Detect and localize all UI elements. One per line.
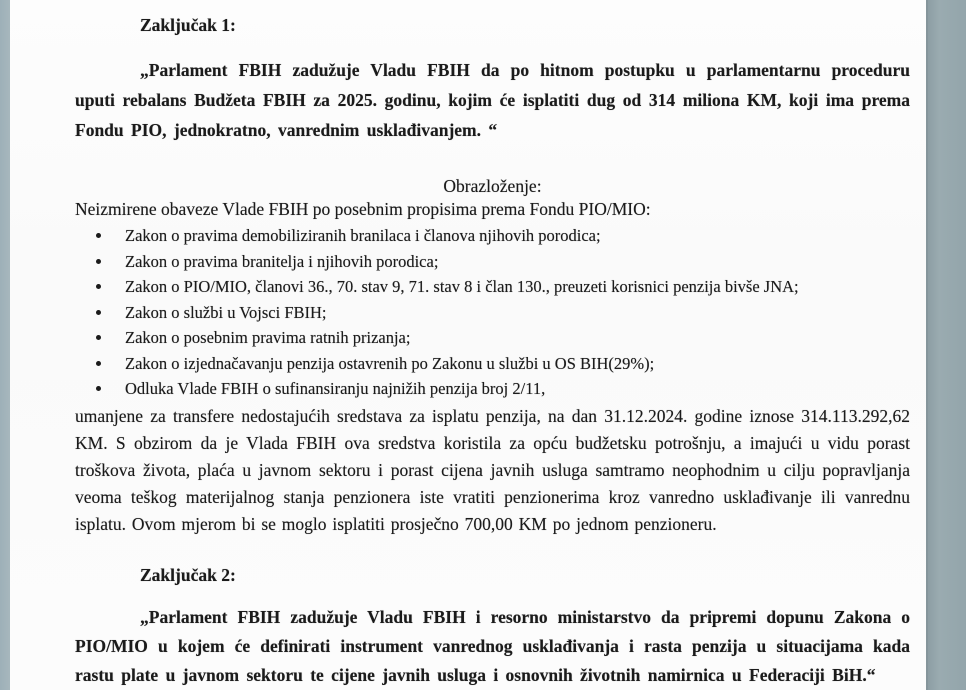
- list-item: • Zakon o službi u Vojsci FBIH;: [113, 300, 910, 326]
- explanation-paragraph: umanjene za transfere nedostajućih sredstava za isplatu penzija, na dan 31.12.2024. godine iznose 314.113.292,62 KM. S obzirom da je Vlada FBIH ova sredstva koristila za opću budžetsku potrošnju, a imajući u vidu porast troškova života, plaća u javnom sektoru i porast cijena javnih usluga samtramo neophodnim u cilju popravljanja veoma teškog materijalnog stanja penzionera iste vratiti penzionerima kroz vanredno usklađivanje ili vanrednu isplatu. Ovom mjerom bi se moglo isplatiti prosječno 700,00 KM po jednom penzioneru.: [75, 405, 910, 534]
- conclusion-2-paragraph: „Parlament FBIH zadužuje Vladu FBIH i resorno ministarstvo da pripremi dopunu Zakona o PIO/MIO u kojem će definirati instrument vanrednog usklađivanja i rasta penzija u situacijama kada rastu plate u javnom sektoru te cijene javnih usluga i osnovnih životnih namirnica u Federaciji BiH.“: [75, 606, 910, 685]
- list-item: • Zakon o pravima demobiliziranih branilaca i članova njihovih porodica;: [113, 223, 910, 249]
- list-item: • Odluka Vlade FBIH o sufinansiranju najnižih penzija broj 2/11,: [113, 376, 910, 402]
- list-item: • Zakon o posebnim pravima ratnih prizanja;: [113, 325, 910, 351]
- list-item: • Zakon o pravima branitelja i njihovih porodica;: [113, 249, 910, 275]
- list-item: • Zakon o PIO/MIO, članovi 36., 70. stav 9, 71. stav 8 i član 130., preuzeti korisnici penzija bivše JNA;: [113, 274, 910, 300]
- explanation-heading: Obrazloženje:: [443, 176, 542, 196]
- scan-edge-left: [0, 0, 10, 690]
- law-bullet-list: [75, 223, 910, 402]
- conclusion-1-paragraph: „Parlament FBIH zadužuje Vladu FBIH da po hitnom postupku u parlamentarnu proceduru uputi rebalans Budžeta FBIH za 2025. godinu, kojim će isplatiti dug od 314 miliona KM, koji ima prema Fondu PIO, jednokratno, vanrednim usklađivanjem. “: [75, 60, 910, 140]
- list-item: • Zakon o izjednačavanju penzija ostavrenih po Zakonu u službi u OS BIH(29%);: [113, 351, 910, 377]
- explanation-intro: Neizmirene obaveze Vlade FBIH po posebnim propisima prema Fondu PIO/MIO:: [75, 199, 651, 219]
- document-page: [10, 0, 926, 690]
- scan-edge-right: [926, 0, 966, 690]
- conclusion-1-heading: Zaključak 1:: [140, 15, 236, 35]
- conclusion-2-heading: Zaključak 2:: [140, 564, 236, 585]
